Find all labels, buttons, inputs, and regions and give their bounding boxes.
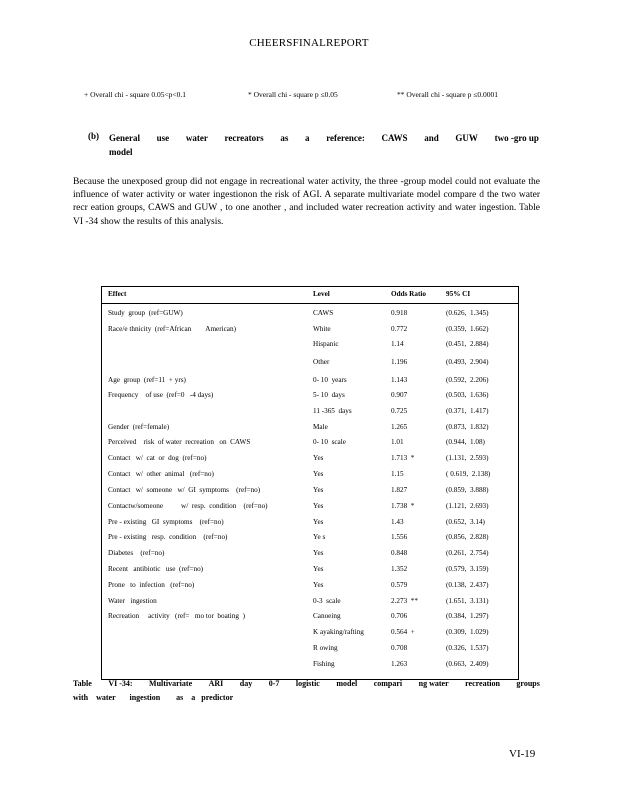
table-cell-effect: Frequency of use (ref=0 -4 days) [108,391,214,399]
table-cell-effect: Contactw/someone w/ resp. condition (ref=no) [108,502,268,510]
table-cell-odds-ratio: 0.918 [391,309,408,317]
page-header: CHEERSFINALREPORT [249,37,369,49]
table-cell-ci: ( 0.619, 2.138) [446,470,491,478]
page-number: VI-19 [509,748,536,760]
table-cell-effect: Contact w/ cat or dog (ref=no) [108,454,207,462]
table-cell-effect: Contact w/ someone w/ GI symptoms (ref=no) [108,486,261,494]
table-cell-level: Yes [313,470,324,478]
results-table [101,286,519,680]
table-header [102,287,518,304]
table-cell-level: Yes [313,565,324,573]
section-title-word: recreators [224,133,264,143]
table-cell-level: 11 -365 days [313,407,352,415]
section-title-word: a [305,133,310,143]
table-cell-ci: (0.451, 2.884) [446,340,489,348]
table-cell-effect: Race/e thnicity (ref=African American) [108,325,236,333]
table-cell-ci: (0.944, 1.08) [446,438,485,446]
table-cell-odds-ratio: 0.708 [391,644,408,652]
section-title-word: as [280,133,289,143]
table-cell-level: 5- 10 days [313,391,345,399]
table-cell-ci: (0.856, 2.828) [446,533,489,541]
caption-line-1 [73,677,540,691]
table-cell-level: Yes [313,486,324,494]
section-title-word: water [185,133,208,143]
table-cell-odds-ratio: 0.772 [391,325,408,333]
table-cell-level: Other [313,358,330,366]
table-cell-odds-ratio: 1.827 [391,486,408,494]
table-cell-odds-ratio: 0.725 [391,407,408,415]
caption-word: logistic [295,679,320,688]
table-cell-effect: Recent antibiotic use (ref=no) [108,565,204,573]
caption-word: recreation [465,679,500,688]
table-cell-odds-ratio: 1.01 [391,438,404,446]
table-cell-level: Yes [313,454,324,462]
table-cell-effect: Gender (ref=female) [108,423,170,431]
table-cell-level: Canoeing [313,612,341,620]
caption-word: day [239,679,253,688]
section-label: (b) [88,131,99,141]
section-title-word: General [109,133,140,143]
table-cell-ci: (0.326, 1.537) [446,644,489,652]
table-cell-odds-ratio: 1.263 [391,660,408,668]
table-cell-level: 0- 10 years [313,376,347,384]
table-cell-level: K ayaking/rafting [313,628,364,636]
table-cell-odds-ratio: 0.706 [391,612,408,620]
section-title-word: use [156,133,170,143]
table-cell-ci: (0.261, 2.754) [446,549,489,557]
table-cell-effect: Prone to infection (ref=no) [108,581,195,589]
table-cell-odds-ratio: 1.265 [391,423,408,431]
caption-word: groups [516,679,540,688]
table-cell-level: Male [313,423,328,431]
caption-word: compari [373,679,403,688]
table-cell-odds-ratio: 1.14 [391,340,404,348]
legend-item-3: ** Overall chi - square p ≤0.0001 [397,90,498,99]
table-cell-level: Ye s [313,533,326,541]
table-cell-effect: Pre - existing GI symptoms (ref=no) [108,518,224,526]
caption-word: ARI [208,679,224,688]
table-cell-odds-ratio: 1.196 [391,358,408,366]
table-cell-odds-ratio: 1.738 * [391,502,415,510]
section-title-word: two -gro up [494,133,539,143]
table-cell-level: Yes [313,518,324,526]
table-cell-ci: (0.371, 1.417) [446,407,489,415]
table-cell-ci: (0.873, 1.832) [446,423,489,431]
section-title-line-1 [109,131,539,145]
table-cell-level: Hispanic [313,340,339,348]
table-cell-odds-ratio: 0.564 + [391,628,415,636]
table-cell-odds-ratio: 1.43 [391,518,404,526]
caption-word: Multivariate [149,679,193,688]
table-cell-odds-ratio: 1.352 [391,565,408,573]
table-cell-odds-ratio: 1.143 [391,376,408,384]
section-title [109,131,539,159]
caption-line-2: with water ingestion as a predictor [73,693,234,702]
table-cell-odds-ratio: 1.556 [391,533,408,541]
table-cell-odds-ratio: 0.579 [391,581,408,589]
table-cell-ci: (0.859, 3.888) [446,486,489,494]
table-cell-ci: (0.579, 3.159) [446,565,489,573]
table-cell-level: 0-3 scale [313,597,341,605]
table-cell-ci: (1.131, 2.593) [446,454,489,462]
table-cell-effect: Pre - existing resp. condition (ref=no) [108,533,228,541]
caption-word: ng water [418,679,449,688]
table-cell-effect: Perceived risk of water recreation on CAWS [108,438,251,446]
table-cell-effect: Water ingestion [108,597,157,605]
table-cell-odds-ratio: 0.907 [391,391,408,399]
header-level: Level [313,290,330,298]
table-cell-ci: (0.592, 2.206) [446,376,489,384]
table-caption [73,677,540,705]
table-cell-ci: (0.384, 1.297) [446,612,489,620]
table-cell-level: Yes [313,549,324,557]
section-title-word: CAWS [381,133,408,143]
table-cell-ci: (1.651, 3.131) [446,597,489,605]
table-cell-level: Fishing [313,660,335,668]
table-cell-ci: (0.663, 2.409) [446,660,489,668]
header-ci: 95% CI [446,290,471,298]
table-cell-ci: (0.138, 2.437) [446,581,489,589]
table-cell-level: CAWS [313,309,334,317]
table-cell-level: R owing [313,644,338,652]
header-odds-ratio: Odds Ratio [391,290,426,298]
section-title-word: GUW [455,133,478,143]
table-cell-ci: (0.359, 1.662) [446,325,489,333]
caption-word: VI -34: [108,679,133,688]
table-cell-level: 0- 10 scale [313,438,346,446]
table-cell-effect: Recreation activity (ref= mo tor boating ) [108,612,245,620]
section-title-word: reference: [326,133,365,143]
header-effect: Effect [108,290,127,298]
table-cell-ci: (0.309, 1.029) [446,628,489,636]
table-cell-ci: (0.503, 1.636) [446,391,489,399]
body-paragraph: Because the unexposed group did not engage in recreational water activity, the three -group model could not evaluate the influence of water activity or water ingestionon the risk of AGI. A separate multivariate model compare d the two water recr eation groups, CAWS and GUW , to one another , and included water recreation activity and water ingestion. Table VI -34 show the results of this analysis. [73,177,540,227]
table-cell-effect: Study group (ref=GUW) [108,309,183,317]
table-cell-effect: Contact w/ other animal (ref=no) [108,470,214,478]
caption-word: model [336,679,358,688]
legend-item-1: + Overall chi - square 0.05<p<0.1 [84,90,187,99]
table-cell-ci: (0.493, 2.904) [446,358,489,366]
table-cell-level: Yes [313,502,324,510]
table-cell-odds-ratio: 1.713 * [391,454,415,462]
table-cell-effect: Diabetes (ref=no) [108,549,165,557]
table-cell-level: White [313,325,331,333]
table-cell-effect: Age group (ref=11 + yrs) [108,376,186,384]
section-title-line-2: model [109,147,133,157]
table-cell-odds-ratio: 2.273 ** [391,597,418,605]
table-cell-odds-ratio: 1.15 [391,470,404,478]
caption-word: Table [73,679,92,688]
section-title-word: and [424,133,439,143]
legend-item-2: * Overall chi - square p ≤0.05 [248,90,338,99]
table-cell-ci: (0.626, 1.345) [446,309,489,317]
table-cell-level: Yes [313,581,324,589]
table-cell-ci: (1.121, 2.693) [446,502,489,510]
caption-word: 0-7 [268,679,280,688]
table-cell-ci: (0.652, 3.14) [446,518,485,526]
table-cell-odds-ratio: 0.848 [391,549,408,557]
